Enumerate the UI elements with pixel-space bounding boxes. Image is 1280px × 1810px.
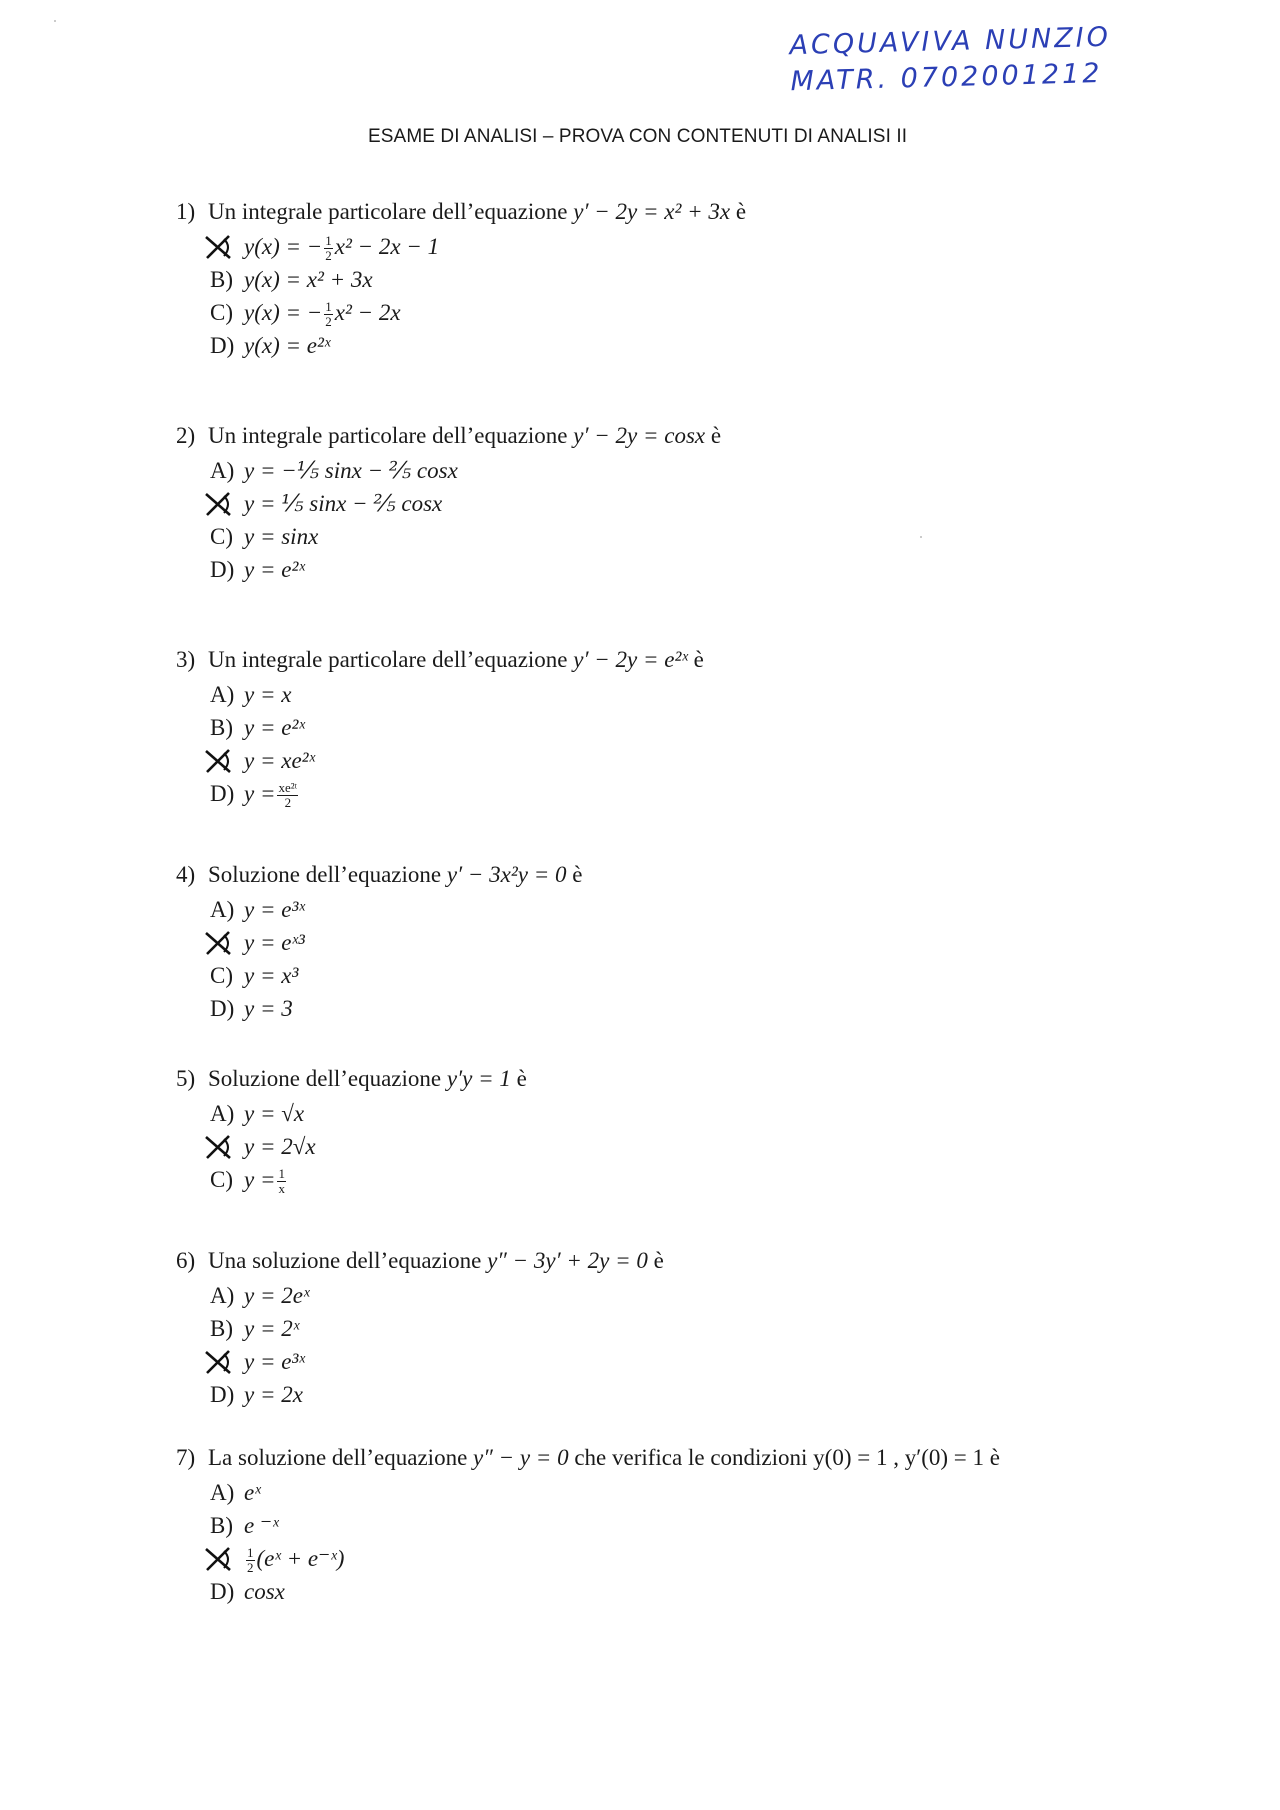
answer-option-c[interactable] (210, 1163, 1176, 1196)
fraction (324, 234, 333, 263)
option-formula: y = −⅕ sinx − ⅖ cosx (244, 458, 458, 483)
option-formula: cosx (244, 1579, 285, 1604)
question-number: 5) (176, 1066, 196, 1091)
option-formula: y = x (244, 682, 292, 707)
answer-option-c[interactable] (210, 296, 1176, 329)
question-stem (176, 857, 1176, 893)
fraction (277, 781, 298, 810)
option-formula: y = e²ˣ (244, 715, 305, 740)
answer-option-d[interactable] (210, 1575, 1176, 1608)
option-list (210, 1279, 1176, 1411)
option-letter: D) (210, 781, 235, 806)
question-text: Soluzione dell’equazione (208, 1066, 447, 1091)
option-list (210, 1476, 1176, 1608)
option-formula: e ⁻ˣ (244, 1513, 279, 1538)
option-formula: y = 2√x (244, 1134, 316, 1159)
option-formula: y = e³ˣ (244, 1349, 305, 1374)
option-formula: y = 2ˣ (244, 1316, 300, 1341)
answer-cross-mark (210, 487, 244, 520)
answer-cross-mark (210, 1542, 244, 1575)
formula-suffix: x² − 2x − 1 (334, 234, 440, 259)
option-formula: eˣ (244, 1480, 261, 1505)
answer-option-d[interactable] (210, 553, 1176, 586)
fraction-denominator: 2 (325, 248, 332, 264)
question-stem (176, 194, 1176, 230)
option-formula (244, 780, 300, 811)
question-equation: y′ − 2y = x² + 3x (573, 199, 731, 224)
question-number: 6) (176, 1248, 196, 1273)
option-formula: y = 2x (244, 1382, 303, 1407)
option-letter: A) (210, 1283, 235, 1308)
fraction (277, 1167, 286, 1196)
question-equation: y″ − 3y′ + 2y = 0 (487, 1248, 648, 1273)
option-letter: D) (210, 1382, 235, 1407)
question-end: è (710, 423, 722, 448)
formula-prefix: y(x) = − (244, 234, 323, 259)
option-letter: B) (210, 1316, 233, 1341)
option-letter: B) (210, 1513, 233, 1538)
answer-option-b[interactable] (210, 263, 1176, 296)
option-letter: C) (210, 300, 233, 325)
question-6 (176, 1243, 1176, 1411)
question-stem (176, 1061, 1176, 1097)
answer-option-a[interactable] (210, 454, 1176, 487)
answer-option-b[interactable] (210, 487, 1176, 520)
fraction-numerator: xe²ᵗ (278, 780, 298, 796)
handwritten-matricola: MATR. 0702001212 (790, 58, 1103, 98)
question-number: 2) (176, 423, 196, 448)
formula-prefix: y(x) = − (244, 300, 323, 325)
question-4 (176, 857, 1176, 1025)
option-letter: A) (210, 897, 235, 922)
answer-option-b[interactable] (210, 1509, 1176, 1542)
option-formula (244, 1166, 288, 1197)
formula-suffix: x² − 2x (334, 300, 401, 325)
option-list (210, 1097, 1176, 1196)
option-formula: y = e²ˣ (244, 557, 305, 582)
question-end: è (735, 199, 747, 224)
option-letter: B) (210, 267, 233, 292)
question-text: La soluzione dell’equazione (208, 1445, 474, 1470)
option-list (210, 230, 1176, 362)
fraction-denominator: 2 (325, 314, 332, 330)
answer-option-d[interactable] (210, 329, 1176, 362)
option-formula: y = sinx (244, 524, 319, 549)
option-formula: y = xe²ˣ (244, 748, 316, 773)
question-stem (176, 418, 1176, 454)
answer-option-a[interactable] (210, 1097, 1176, 1130)
question-1 (176, 194, 1176, 362)
option-list (210, 454, 1176, 586)
question-end: è (653, 1248, 664, 1273)
question-stem (176, 642, 1176, 678)
answer-option-c[interactable] (210, 744, 1176, 777)
option-list (210, 678, 1176, 810)
fraction-denominator: x (278, 1181, 285, 1197)
question-end: è (572, 862, 583, 887)
question-number: 3) (176, 647, 196, 672)
question-stem (176, 1440, 1176, 1476)
answer-option-d[interactable] (210, 777, 1176, 810)
option-formula (244, 1545, 345, 1576)
question-end: è (693, 647, 704, 672)
option-formula: y = x³ (244, 963, 299, 988)
formula-prefix: y = (244, 1167, 276, 1192)
question-5 (176, 1061, 1176, 1196)
answer-option-b[interactable] (210, 926, 1176, 959)
answer-cross-mark (210, 926, 244, 959)
option-formula (244, 299, 401, 330)
fraction-denominator: 2 (247, 1560, 254, 1576)
option-letter: D) (210, 1579, 235, 1604)
option-list (210, 893, 1176, 1025)
option-formula: y = e³ˣ (244, 897, 305, 922)
option-formula: y = √x (244, 1101, 305, 1126)
fraction (324, 300, 333, 329)
option-letter: C) (210, 524, 233, 549)
answer-option-b[interactable] (210, 1312, 1176, 1345)
fraction-numerator: 1 (325, 299, 332, 315)
fraction-denominator: 2 (284, 795, 292, 811)
fraction-numerator: 1 (278, 1166, 285, 1182)
answer-option-a[interactable] (210, 893, 1176, 926)
question-text: Soluzione dell’equazione (208, 862, 447, 887)
fraction (246, 1546, 255, 1575)
fraction-numerator: 1 (325, 233, 332, 249)
question-number: 7) (176, 1445, 196, 1470)
option-formula (244, 233, 440, 264)
answer-option-a[interactable] (210, 678, 1176, 711)
answer-cross-mark (210, 230, 244, 263)
option-formula: y = 3 (244, 996, 293, 1021)
option-letter: D) (210, 333, 235, 358)
question-number: 4) (176, 862, 196, 887)
option-letter: A) (210, 458, 235, 483)
answer-option-b[interactable] (210, 1130, 1176, 1163)
question-7 (176, 1440, 1176, 1608)
option-letter: C) (210, 1167, 233, 1192)
option-letter: A) (210, 682, 235, 707)
question-equation: y″ − y = 0 (473, 1445, 569, 1470)
answer-option-a[interactable] (210, 1279, 1176, 1312)
formula-prefix: y = (244, 781, 276, 806)
answer-option-d[interactable] (210, 1378, 1176, 1411)
handwritten-student-info (789, 20, 1112, 100)
option-letter: A) (210, 1480, 235, 1505)
answer-option-a[interactable] (210, 1476, 1176, 1509)
question-equation: y′ − 2y = e²ˣ (573, 647, 688, 672)
option-formula: y(x) = e²ˣ (244, 333, 331, 358)
question-text: Un integrale particolare dell’equazione (208, 199, 574, 224)
question-text: Un integrale particolare dell’equazione (208, 423, 574, 448)
option-formula: y = 2eˣ (244, 1283, 310, 1308)
question-end: è (516, 1066, 527, 1091)
question-text: Un integrale particolare dell’equazione (208, 647, 574, 672)
question-equation: y′ − 3x²y = 0 (446, 862, 567, 887)
answer-cross-mark (210, 1345, 244, 1378)
option-letter: C) (210, 963, 233, 988)
option-letter: A) (210, 1101, 235, 1126)
answer-option-c[interactable] (210, 1345, 1176, 1378)
option-formula: y(x) = x² + 3x (244, 267, 373, 292)
question-stem (176, 1243, 1176, 1279)
answer-option-c[interactable] (210, 520, 1176, 553)
answer-cross-mark (210, 1130, 244, 1163)
answer-option-d[interactable] (210, 992, 1176, 1025)
question-end: che verifica le condizioni y(0) = 1 , y′(0) = 1 è (574, 1445, 1000, 1470)
question-equation: y′y = 1 (446, 1066, 511, 1091)
option-letter: B) (210, 715, 233, 740)
option-letter: D) (210, 557, 235, 582)
scan-speck (54, 20, 56, 22)
handwritten-name: ACQUAVIVA NUNZIO (789, 21, 1112, 62)
fraction-numerator: 1 (247, 1545, 254, 1561)
answer-option-a[interactable] (210, 230, 1176, 263)
question-text: Una soluzione dell’equazione (208, 1248, 488, 1273)
answer-option-c[interactable] (210, 959, 1176, 992)
formula-suffix: (eˣ + e⁻ˣ) (256, 1546, 345, 1571)
option-letter: D) (210, 996, 235, 1021)
answer-cross-mark (210, 744, 244, 777)
option-formula: y = eˣ³ (244, 930, 305, 955)
option-formula: y = ⅕ sinx − ⅖ cosx (244, 491, 443, 516)
question-number: 1) (176, 199, 196, 224)
question-3 (176, 642, 1176, 810)
answer-option-b[interactable] (210, 711, 1176, 744)
answer-option-c[interactable] (210, 1542, 1176, 1575)
exam-title: ESAME DI ANALISI – PROVA CON CONTENUTI DI ANALISI II (368, 126, 908, 147)
question-equation: y′ − 2y = cosx (573, 423, 706, 448)
question-2 (176, 418, 1176, 586)
scan-speck (920, 536, 922, 538)
